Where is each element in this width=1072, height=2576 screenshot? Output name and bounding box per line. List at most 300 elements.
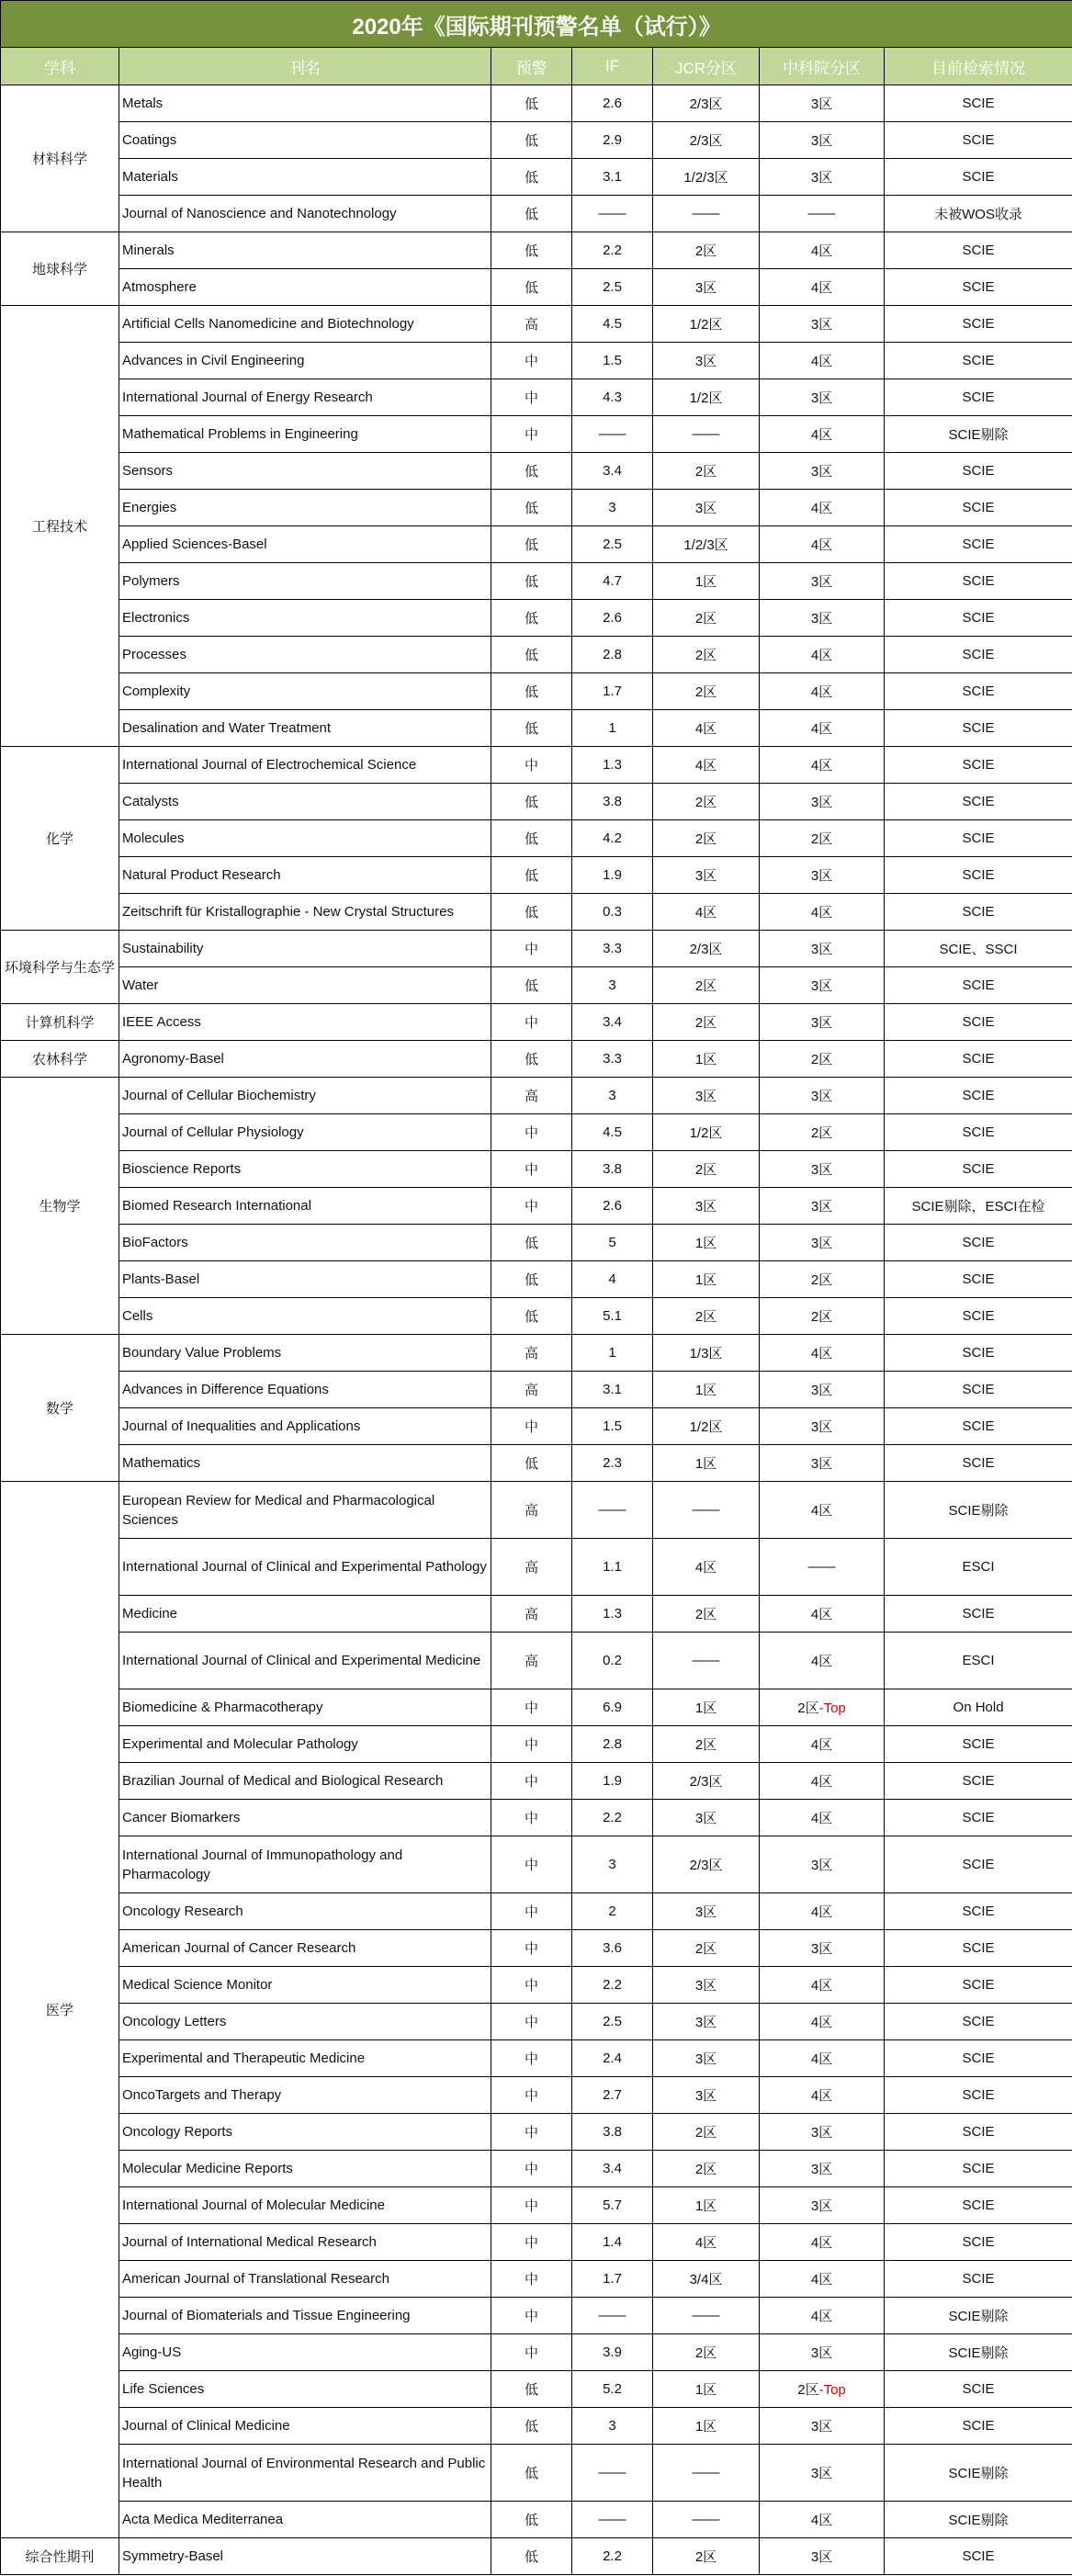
cas-quartile [760,2334,885,2371]
journal-name: Zeitschrift für Kristallographie - New Crystal Structures [119,894,491,931]
table-row [1,1041,1072,1078]
cas-quartile-value: 3区 [810,942,833,957]
jcr-quartile: 2区 [653,784,760,820]
cas-quartile [760,2187,885,2224]
cas-quartile-value: 3区 [810,2198,833,2214]
jcr-quartile: —— [653,2502,760,2538]
warning-level: 低 [491,2408,572,2445]
index-status: SCIE [885,2224,1072,2261]
cas-quartile-value: 4区 [810,684,833,700]
jcr-quartile: —— [653,2445,760,2502]
cas-quartile [760,122,885,159]
cas-quartile [760,1004,885,1041]
jcr-quartile: 3区 [653,1188,760,1225]
impact-factor: 3.4 [572,1004,653,1041]
impact-factor: 3.8 [572,2114,653,2151]
cas-quartile-value: 4区 [810,1607,833,1622]
cas-quartile-value: 2区 [797,2382,819,2398]
jcr-quartile: 3区 [653,1078,760,1114]
impact-factor: 0.3 [572,894,653,931]
cas-quartile [760,1298,885,1335]
impact-factor: 2.2 [572,232,653,269]
cas-quartile [760,2298,885,2334]
table-row [1,1408,1072,1445]
index-status: SCIE [885,563,1072,600]
index-status: SCIE [885,379,1072,416]
jcr-quartile: —— [653,196,760,232]
journal-name: Medicine [119,1596,491,1633]
cas-quartile-value: 4区 [810,354,833,369]
impact-factor: 6.9 [572,1689,653,1726]
cas-quartile [760,1335,885,1372]
top-journal-badge: -Top [818,2382,846,2398]
journal-name: Journal of Cellular Physiology [119,1114,491,1151]
journal-name: Molecular Medicine Reports [119,2151,491,2187]
index-status: SCIE [885,1726,1072,1763]
warning-level: 中 [491,1800,572,1836]
cas-quartile-value: 4区 [810,648,833,663]
cas-quartile [760,894,885,931]
cas-quartile-value: 4区 [810,1346,833,1361]
journal-name: Biomed Research International [119,1188,491,1225]
impact-factor: 1.9 [572,1763,653,1800]
jcr-quartile: 2区 [653,2334,760,2371]
cas-quartile-value: 3区 [810,1015,833,1031]
jcr-quartile: 2区 [653,2538,760,2575]
cas-quartile [760,710,885,747]
journal-name: Bioscience Reports [119,1151,491,1188]
index-status: SCIE剔除 [885,1482,1072,1539]
warning-level: 低 [491,2538,572,2575]
header-jcr-quartile: JCR分区 [653,48,760,85]
jcr-quartile: 2区 [653,1930,760,1967]
warning-level: 中 [491,2298,572,2334]
index-status: SCIE剔除 [885,2502,1072,2538]
warning-level: 高 [491,1372,572,1408]
cas-quartile [760,306,885,343]
table-row [1,1800,1072,1836]
cas-quartile [760,1893,885,1930]
table-row [1,453,1072,490]
table-row [1,416,1072,453]
jcr-quartile: 2区 [653,967,760,1004]
journal-name: Journal of International Medical Research [119,2224,491,2261]
journal-name: Acta Medica Mediterranea [119,2502,491,2538]
warning-level: 高 [491,1078,572,1114]
jcr-quartile: 3区 [653,1967,760,2004]
cas-quartile [760,2151,885,2187]
index-status: SCIE [885,600,1072,637]
index-status: SCIE [885,2151,1072,2187]
cas-quartile [760,2077,885,2114]
cas-quartile [760,967,885,1004]
warning-level: 低 [491,784,572,820]
jcr-quartile: 2/3区 [653,931,760,967]
cas-quartile-value: 4区 [810,1737,833,1753]
jcr-quartile: 3区 [653,2040,760,2077]
cas-quartile [760,1633,885,1689]
table-row [1,1763,1072,1800]
warning-level: 低 [491,1041,572,1078]
impact-factor: 3 [572,490,653,526]
cas-quartile-value: 4区 [810,243,833,259]
table-row [1,269,1072,306]
cas-quartile [760,1114,885,1151]
cas-quartile [760,1763,885,1800]
warning-level: 中 [491,343,572,379]
journal-name: Sustainability [119,931,491,967]
warning-level: 低 [491,1298,572,1335]
index-status: SCIE [885,2187,1072,2224]
impact-factor: 1.3 [572,1596,653,1633]
jcr-quartile: 3区 [653,2077,760,2114]
jcr-quartile: 1/2/3区 [653,526,760,563]
jcr-quartile: 2区 [653,673,760,710]
index-status: SCIE [885,820,1072,857]
index-status: SCIE [885,1225,1072,1261]
cas-quartile-value: 3区 [810,611,833,627]
jcr-quartile: 1区 [653,2187,760,2224]
journal-name: Cancer Biomarkers [119,1800,491,1836]
index-status: SCIE [885,1836,1072,1893]
table-row [1,2408,1072,2445]
cas-quartile [760,820,885,857]
index-status: SCIE [885,490,1072,526]
cas-quartile-value: 4区 [810,2309,833,2324]
jcr-quartile: 2区 [653,820,760,857]
header-warning-level: 预警 [491,48,572,85]
cas-quartile [760,490,885,526]
jcr-quartile: 3/4区 [653,2261,760,2298]
journal-name: Medical Science Monitor [119,1967,491,2004]
index-status: SCIE [885,2538,1072,2575]
journal-name: Mathematical Problems in Engineering [119,416,491,453]
cas-quartile-value: 3区 [810,1199,833,1215]
impact-factor: 2.6 [572,85,653,122]
table-row [1,931,1072,967]
top-journal-badge: -Top [818,1700,846,1716]
journal-name: Journal of Nanoscience and Nanotechnology [119,196,491,232]
impact-factor: —— [572,416,653,453]
warning-level: 高 [491,1482,572,1539]
index-status: SCIE [885,710,1072,747]
journal-name: Journal of Cellular Biochemistry [119,1078,491,1114]
warning-level: 低 [491,159,572,196]
cas-quartile-value: 3区 [810,390,833,406]
header-journal-name: 刊名 [119,48,491,85]
warning-level: 中 [491,2187,572,2224]
impact-factor: 2.8 [572,1726,653,1763]
cas-quartile-value: 4区 [810,2088,833,2104]
cas-quartile-value: 4区 [810,501,833,516]
index-status: SCIE [885,1041,1072,1078]
index-status: SCIE [885,967,1072,1004]
jcr-quartile: 4区 [653,2224,760,2261]
jcr-quartile: 1/2/3区 [653,159,760,196]
journal-name: Experimental and Molecular Pathology [119,1726,491,1763]
journal-name: Processes [119,637,491,673]
impact-factor: —— [572,2445,653,2502]
jcr-quartile: 2区 [653,1298,760,1335]
impact-factor: 0.2 [572,1633,653,1689]
journal-name: Mathematics [119,1445,491,1482]
subject-cell: 医学 [1,1482,119,2538]
journal-name: Atmosphere [119,269,491,306]
index-status: SCIE [885,85,1072,122]
warning-level: 低 [491,2445,572,2502]
warning-level: 高 [491,1335,572,1372]
impact-factor: 2.8 [572,637,653,673]
cas-quartile-value: 3区 [810,96,833,112]
table-row [1,343,1072,379]
cas-quartile-value: 3区 [810,2466,833,2481]
cas-quartile [760,379,885,416]
index-status: SCIE [885,784,1072,820]
cas-quartile [760,1539,885,1596]
table-row [1,122,1072,159]
warning-level: 低 [491,710,572,747]
index-status: SCIE [885,453,1072,490]
cas-quartile-value: 2区 [810,1052,833,1068]
warning-level: 中 [491,1967,572,2004]
jcr-quartile: 2区 [653,637,760,673]
jcr-quartile: 2区 [653,600,760,637]
index-status: SCIE [885,747,1072,784]
cas-quartile [760,747,885,784]
cas-quartile [760,931,885,967]
index-status: SCIE [885,1004,1072,1041]
table-row [1,2371,1072,2408]
table-title: 2020年《国际期刊预警名单（试行）》 [1,1,1072,48]
index-status: SCIE [885,673,1072,710]
impact-factor: 1 [572,1335,653,1372]
journal-name: International Journal of Environmental Research and Public Health [119,2445,491,2502]
cas-quartile-value: 4区 [810,905,833,921]
impact-factor: 2.9 [572,122,653,159]
jcr-quartile: 4区 [653,1539,760,1596]
journal-name: Aging-US [119,2334,491,2371]
cas-quartile [760,2040,885,2077]
warning-level: 低 [491,894,572,931]
jcr-quartile: 2/3区 [653,1763,760,1800]
warning-level: 高 [491,306,572,343]
cas-quartile-value: 3区 [810,1456,833,1472]
journal-name: Journal of Biomaterials and Tissue Engineering [119,2298,491,2334]
cas-quartile-value: 4区 [810,2051,833,2067]
cas-quartile-value: 4区 [810,1774,833,1790]
cas-quartile-value: 3区 [810,2549,833,2565]
warning-level: 中 [491,1836,572,1893]
table-row [1,600,1072,637]
cas-quartile-value: 3区 [810,1419,833,1435]
header-subject: 学科 [1,48,119,85]
cas-quartile [760,1836,885,1893]
table-row [1,85,1072,122]
impact-factor: 3.1 [572,1372,653,1408]
cas-quartile-value: 4区 [810,1654,833,1669]
impact-factor: 1.5 [572,343,653,379]
table-row [1,747,1072,784]
cas-quartile-value: 3区 [810,1858,833,1873]
warning-level: 中 [491,1004,572,1041]
cas-quartile-value: 3区 [810,170,833,186]
subject-cell: 工程技术 [1,306,119,747]
table-row [1,306,1072,343]
impact-factor: 4.7 [572,563,653,600]
header-impact-factor: IF [572,48,653,85]
table-row [1,159,1072,196]
cas-quartile-value: 4区 [810,758,833,774]
impact-factor: 4.5 [572,306,653,343]
index-status: SCIE [885,526,1072,563]
cas-quartile-value: 3区 [810,574,833,590]
subject-cell: 材料科学 [1,85,119,232]
cas-quartile-value: 4区 [810,2272,833,2288]
index-status: SCIE [885,637,1072,673]
table-row [1,1930,1072,1967]
index-status: SCIE [885,1335,1072,1372]
impact-factor: 3 [572,967,653,1004]
index-status: SCIE [885,1596,1072,1633]
journal-name: Complexity [119,673,491,710]
index-status: SCIE [885,894,1072,931]
index-status: SCIE [885,1078,1072,1114]
journal-name: Energies [119,490,491,526]
impact-factor: 1.5 [572,1408,653,1445]
table-row [1,1539,1072,1596]
cas-quartile-value: 3区 [810,868,833,884]
jcr-quartile: 3区 [653,490,760,526]
index-status: SCIE [885,2371,1072,2408]
cas-quartile [760,1967,885,2004]
journal-name: Materials [119,159,491,196]
cas-quartile-value: 4区 [810,427,833,443]
index-status: SCIE [885,1151,1072,1188]
table-row [1,1633,1072,1689]
cas-quartile [760,1482,885,1539]
table-row [1,1372,1072,1408]
jcr-quartile: 2/3区 [653,122,760,159]
cas-quartile [760,673,885,710]
journal-name: Life Sciences [119,2371,491,2408]
index-status: SCIE [885,2004,1072,2040]
jcr-quartile: —— [653,416,760,453]
table-row [1,2077,1072,2114]
index-status: SCIE [885,1800,1072,1836]
warning-level: 中 [491,2224,572,2261]
cas-quartile [760,159,885,196]
warning-level: 中 [491,2114,572,2151]
impact-factor: 5.2 [572,2371,653,2408]
jcr-quartile: 2/3区 [653,1836,760,1893]
warning-level: 中 [491,747,572,784]
cas-quartile-value: —— [807,206,836,221]
impact-factor: 4 [572,1261,653,1298]
cas-quartile [760,637,885,673]
journal-name: International Journal of Clinical and Experimental Medicine [119,1633,491,1689]
cas-quartile [760,2004,885,2040]
journal-name: Journal of Inequalities and Applications [119,1408,491,1445]
subject-cell: 综合性期刊 [1,2538,119,2575]
table-row [1,967,1072,1004]
table-row [1,1836,1072,1893]
jcr-quartile: 2/3区 [653,85,760,122]
cas-quartile [760,85,885,122]
cas-quartile-value: 3区 [810,2419,833,2435]
impact-factor: 3.9 [572,2334,653,2371]
table-row [1,490,1072,526]
cas-quartile-value: 4区 [810,1978,833,1994]
cas-quartile [760,1041,885,1078]
impact-factor: —— [572,196,653,232]
table-row [1,1078,1072,1114]
warning-level: 中 [491,1726,572,1763]
journal-name: Oncology Research [119,1893,491,1930]
journal-name: Symmetry-Basel [119,2538,491,2575]
journal-name: Advances in Civil Engineering [119,343,491,379]
cas-quartile-value: 3区 [810,1162,833,1178]
index-status: SCIE [885,1298,1072,1335]
table-row [1,710,1072,747]
warning-level: 中 [491,931,572,967]
warning-level: 低 [491,1225,572,1261]
cas-quartile [760,1800,885,1836]
cas-quartile [760,1078,885,1114]
impact-factor: 3 [572,1078,653,1114]
table-row [1,2224,1072,2261]
cas-quartile [760,196,885,232]
impact-factor: 3.3 [572,931,653,967]
cas-quartile-value: 3区 [810,978,833,994]
cas-quartile [760,2502,885,2538]
journal-name: BioFactors [119,1225,491,1261]
impact-factor: 2.2 [572,1967,653,2004]
journal-name: Natural Product Research [119,857,491,894]
table-row [1,2114,1072,2151]
index-status: SCIE [885,343,1072,379]
cas-quartile [760,2114,885,2151]
cas-quartile-value: 2区 [810,1309,833,1325]
journal-name: American Journal of Translational Research [119,2261,491,2298]
table-row [1,2298,1072,2334]
cas-quartile-value: 3区 [810,1383,833,1398]
index-status: SCIE [885,1372,1072,1408]
table-row [1,1004,1072,1041]
journal-name: Oncology Reports [119,2114,491,2151]
index-status: SCIE [885,1763,1072,1800]
journal-name: International Journal of Clinical and Experimental Pathology [119,1539,491,1596]
impact-factor: 3.1 [572,159,653,196]
warning-level: 中 [491,2151,572,2187]
jcr-quartile: 1/2区 [653,379,760,416]
jcr-quartile: 1区 [653,563,760,600]
jcr-quartile: 1区 [653,1372,760,1408]
cas-quartile [760,416,885,453]
table-row [1,1298,1072,1335]
journal-name: Minerals [119,232,491,269]
journal-name: Oncology Letters [119,2004,491,2040]
header-cas-quartile: 中科院分区 [760,48,885,85]
table-row [1,1225,1072,1261]
impact-factor: 5 [572,1225,653,1261]
journal-name: Biomedicine & Pharmacotherapy [119,1689,491,1726]
index-status: SCIE [885,269,1072,306]
table-row [1,1893,1072,1930]
cas-quartile [760,269,885,306]
jcr-quartile: 1/3区 [653,1335,760,1372]
jcr-quartile: 2区 [653,1151,760,1188]
index-status: SCIE剔除 [885,2445,1072,2502]
